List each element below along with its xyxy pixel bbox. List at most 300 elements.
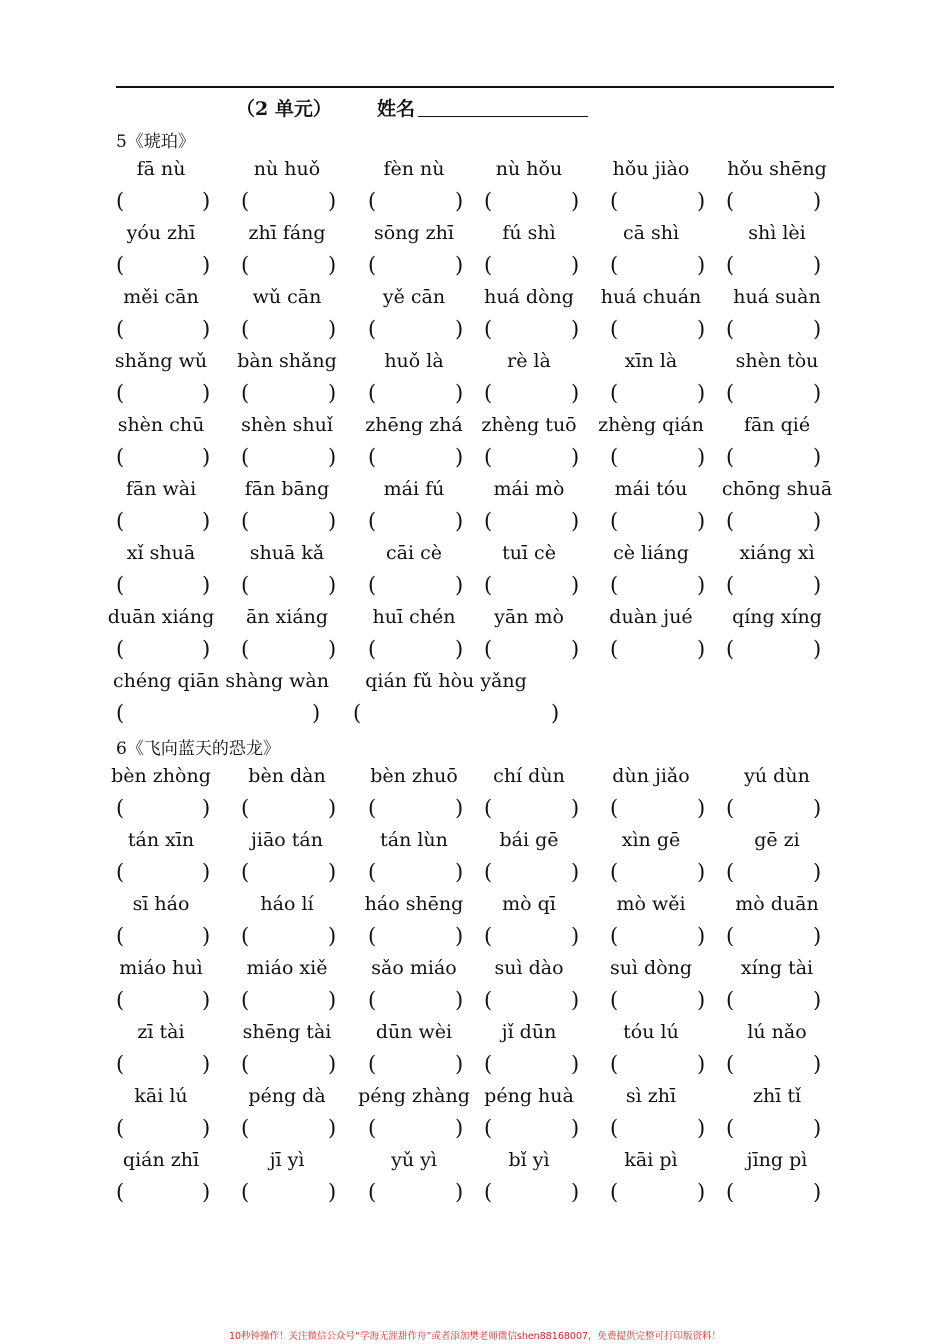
answer-open-bracket: ( bbox=[610, 1052, 619, 1076]
pinyin-word: chéng qiān shàng wàn bbox=[113, 670, 329, 692]
pinyin-word: fān wài bbox=[125, 478, 197, 500]
answer-open-bracket: ( bbox=[241, 637, 250, 661]
answer-open-bracket: ( bbox=[368, 189, 377, 213]
lesson-title: 6《飞向蓝天的恐龙》 bbox=[116, 739, 280, 759]
answer-close-bracket: ) bbox=[697, 637, 706, 661]
answer-close-bracket: ) bbox=[312, 701, 321, 725]
pinyin-word: duàn jué bbox=[609, 606, 693, 628]
pinyin-word: jǐ dūn bbox=[501, 1021, 557, 1043]
pinyin-word: xìn gē bbox=[621, 829, 681, 851]
pinyin-row bbox=[0, 158, 950, 186]
pinyin-word: gē zi bbox=[754, 829, 800, 851]
pinyin-word: zhī fáng bbox=[248, 222, 326, 244]
pinyin-word: zhī tǐ bbox=[752, 1085, 802, 1107]
pinyin-row bbox=[0, 893, 950, 921]
answer-close-bracket: ) bbox=[202, 924, 211, 948]
answer-open-bracket: ( bbox=[610, 988, 619, 1012]
answer-close-bracket: ) bbox=[697, 573, 706, 597]
answer-close-bracket: ) bbox=[571, 381, 580, 405]
pinyin-row bbox=[0, 829, 950, 857]
answer-open-bracket: ( bbox=[241, 509, 250, 533]
answer-open-bracket: ( bbox=[484, 796, 493, 820]
pinyin-word: yóu zhī bbox=[126, 222, 196, 244]
answer-open-bracket: ( bbox=[484, 988, 493, 1012]
pinyin-word: dùn jiǎo bbox=[612, 765, 690, 787]
answer-row bbox=[0, 796, 950, 824]
answer-row bbox=[0, 1116, 950, 1144]
pinyin-word: huǒ là bbox=[384, 350, 444, 372]
answer-close-bracket: ) bbox=[813, 796, 822, 820]
pinyin-word: shèn chū bbox=[117, 414, 205, 436]
worksheet-header bbox=[0, 94, 950, 122]
pinyin-word: cāi cè bbox=[386, 542, 442, 564]
pinyin-word: zhèng qián bbox=[598, 414, 704, 436]
answer-close-bracket: ) bbox=[571, 1052, 580, 1076]
pinyin-word: shì lèi bbox=[748, 222, 806, 244]
answer-close-bracket: ) bbox=[455, 796, 464, 820]
answer-close-bracket: ) bbox=[455, 509, 464, 533]
pinyin-word: tán lùn bbox=[380, 829, 448, 851]
answer-close-bracket: ) bbox=[328, 1180, 337, 1204]
pinyin-row bbox=[0, 286, 950, 314]
pinyin-word: bàn shǎng bbox=[237, 350, 337, 372]
pinyin-word: xíng tài bbox=[740, 957, 814, 979]
pinyin-word: kāi pì bbox=[624, 1149, 678, 1171]
answer-close-bracket: ) bbox=[571, 1116, 580, 1140]
pinyin-word: chōng shuā bbox=[721, 478, 833, 500]
answer-close-bracket: ) bbox=[571, 317, 580, 341]
pinyin-word: mò duān bbox=[735, 893, 819, 915]
pinyin-word: sōng zhī bbox=[374, 222, 454, 244]
pinyin-word: suì dào bbox=[494, 957, 564, 979]
pinyin-word: tán xīn bbox=[127, 829, 195, 851]
pinyin-word: miáo huì bbox=[119, 957, 203, 979]
answer-open-bracket: ( bbox=[484, 445, 493, 469]
answer-open-bracket: ( bbox=[116, 860, 125, 884]
answer-open-bracket: ( bbox=[484, 924, 493, 948]
pinyin-row bbox=[0, 765, 950, 793]
answer-open-bracket: ( bbox=[368, 1116, 377, 1140]
answer-close-bracket: ) bbox=[697, 860, 706, 884]
pinyin-row bbox=[0, 606, 950, 634]
answer-close-bracket: ) bbox=[571, 509, 580, 533]
answer-close-bracket: ) bbox=[571, 253, 580, 277]
answer-close-bracket: ) bbox=[813, 988, 822, 1012]
answer-open-bracket: ( bbox=[610, 381, 619, 405]
answer-open-bracket: ( bbox=[368, 860, 377, 884]
pinyin-word: chí dùn bbox=[493, 765, 565, 787]
answer-row bbox=[0, 253, 950, 281]
pinyin-row bbox=[0, 222, 950, 250]
answer-row bbox=[0, 573, 950, 601]
pinyin-word: bèn dàn bbox=[248, 765, 326, 787]
answer-row bbox=[0, 860, 950, 888]
pinyin-word: bèn zhuō bbox=[370, 765, 458, 787]
answer-open-bracket: ( bbox=[484, 381, 493, 405]
pinyin-word: qíng xíng bbox=[732, 606, 822, 628]
answer-close-bracket: ) bbox=[202, 1180, 211, 1204]
pinyin-word: huá dòng bbox=[484, 286, 574, 308]
answer-close-bracket: ) bbox=[697, 924, 706, 948]
answer-open-bracket: ( bbox=[726, 1052, 735, 1076]
answer-open-bracket: ( bbox=[116, 573, 125, 597]
answer-row bbox=[0, 509, 950, 537]
answer-close-bracket: ) bbox=[697, 1180, 706, 1204]
answer-close-bracket: ) bbox=[202, 860, 211, 884]
pinyin-word: lú nǎo bbox=[747, 1021, 807, 1043]
answer-close-bracket: ) bbox=[813, 924, 822, 948]
answer-open-bracket: ( bbox=[353, 701, 362, 725]
answer-close-bracket: ) bbox=[571, 796, 580, 820]
pinyin-word: nù hǒu bbox=[495, 158, 563, 180]
answer-close-bracket: ) bbox=[328, 637, 337, 661]
answer-close-bracket: ) bbox=[813, 573, 822, 597]
answer-close-bracket: ) bbox=[697, 445, 706, 469]
answer-close-bracket: ) bbox=[571, 637, 580, 661]
pinyin-word: háo shēng bbox=[364, 893, 464, 915]
answer-open-bracket: ( bbox=[726, 509, 735, 533]
answer-close-bracket: ) bbox=[813, 445, 822, 469]
pinyin-row bbox=[0, 350, 950, 378]
answer-open-bracket: ( bbox=[116, 445, 125, 469]
answer-open-bracket: ( bbox=[610, 1116, 619, 1140]
answer-open-bracket: ( bbox=[241, 988, 250, 1012]
answer-open-bracket: ( bbox=[241, 796, 250, 820]
answer-open-bracket: ( bbox=[368, 317, 377, 341]
answer-close-bracket: ) bbox=[455, 317, 464, 341]
pinyin-row bbox=[0, 1149, 950, 1177]
answer-open-bracket: ( bbox=[368, 637, 377, 661]
pinyin-word: miáo xiě bbox=[246, 957, 328, 979]
answer-open-bracket: ( bbox=[241, 860, 250, 884]
answer-open-bracket: ( bbox=[610, 509, 619, 533]
answer-close-bracket: ) bbox=[697, 509, 706, 533]
answer-open-bracket: ( bbox=[484, 509, 493, 533]
answer-open-bracket: ( bbox=[116, 1180, 125, 1204]
answer-close-bracket: ) bbox=[202, 796, 211, 820]
pinyin-row bbox=[0, 414, 950, 442]
answer-close-bracket: ) bbox=[455, 445, 464, 469]
pinyin-word: jī yì bbox=[269, 1149, 305, 1171]
pinyin-word: měi cān bbox=[123, 286, 199, 308]
answer-open-bracket: ( bbox=[610, 860, 619, 884]
answer-open-bracket: ( bbox=[726, 189, 735, 213]
answer-open-bracket: ( bbox=[610, 445, 619, 469]
pinyin-word: huá chuán bbox=[600, 286, 702, 308]
answer-open-bracket: ( bbox=[368, 988, 377, 1012]
pinyin-word: dūn wèi bbox=[375, 1021, 453, 1043]
pinyin-word: huī chén bbox=[372, 606, 456, 628]
answer-close-bracket: ) bbox=[328, 509, 337, 533]
answer-close-bracket: ) bbox=[328, 445, 337, 469]
pinyin-word: fú shì bbox=[502, 222, 556, 244]
answer-open-bracket: ( bbox=[484, 1180, 493, 1204]
answer-open-bracket: ( bbox=[726, 317, 735, 341]
pinyin-word: tuī cè bbox=[502, 542, 556, 564]
answer-close-bracket: ) bbox=[697, 1052, 706, 1076]
answer-open-bracket: ( bbox=[484, 189, 493, 213]
footer-note: 10秒钟操作！关注微信公众号“学海无涯甜作舟”或者添加樊老师微信shen88168007，免费提供完整可打印版资料！ bbox=[228, 1331, 722, 1342]
answer-close-bracket: ) bbox=[202, 253, 211, 277]
answer-open-bracket: ( bbox=[116, 509, 125, 533]
answer-open-bracket: ( bbox=[368, 445, 377, 469]
answer-row bbox=[0, 924, 950, 952]
pinyin-word: huá suàn bbox=[733, 286, 821, 308]
answer-close-bracket: ) bbox=[697, 317, 706, 341]
answer-close-bracket: ) bbox=[571, 189, 580, 213]
answer-close-bracket: ) bbox=[328, 381, 337, 405]
pinyin-word: sì zhī bbox=[625, 1085, 677, 1107]
pinyin-word: qián zhī bbox=[122, 1149, 200, 1171]
answer-close-bracket: ) bbox=[202, 988, 211, 1012]
answer-close-bracket: ) bbox=[571, 445, 580, 469]
answer-open-bracket: ( bbox=[241, 1116, 250, 1140]
answer-open-bracket: ( bbox=[726, 988, 735, 1012]
pinyin-row bbox=[0, 1021, 950, 1049]
answer-open-bracket: ( bbox=[484, 1052, 493, 1076]
answer-close-bracket: ) bbox=[455, 637, 464, 661]
answer-close-bracket: ) bbox=[455, 988, 464, 1012]
answer-close-bracket: ) bbox=[551, 701, 560, 725]
answer-open-bracket: ( bbox=[484, 1116, 493, 1140]
answer-close-bracket: ) bbox=[571, 1180, 580, 1204]
answer-close-bracket: ) bbox=[455, 860, 464, 884]
pinyin-word: fèn nù bbox=[383, 158, 445, 180]
pinyin-word: fān bāng bbox=[244, 478, 330, 500]
answer-open-bracket: ( bbox=[726, 1180, 735, 1204]
pinyin-word: mái tóu bbox=[614, 478, 688, 500]
answer-row bbox=[0, 701, 950, 729]
pinyin-word: sī háo bbox=[132, 893, 190, 915]
pinyin-word: hǒu jiào bbox=[612, 158, 690, 180]
pinyin-word: bèn zhòng bbox=[111, 765, 211, 787]
pinyin-word: zhēng zhá bbox=[365, 414, 463, 436]
answer-close-bracket: ) bbox=[697, 253, 706, 277]
answer-close-bracket: ) bbox=[455, 573, 464, 597]
answer-close-bracket: ) bbox=[455, 924, 464, 948]
pinyin-word: hǒu shēng bbox=[727, 158, 827, 180]
name-blank-line[interactable] bbox=[418, 116, 588, 117]
top-rule bbox=[116, 86, 834, 88]
answer-open-bracket: ( bbox=[241, 1052, 250, 1076]
answer-close-bracket: ) bbox=[455, 1052, 464, 1076]
pinyin-word: xīn là bbox=[624, 350, 678, 372]
answer-open-bracket: ( bbox=[241, 445, 250, 469]
answer-close-bracket: ) bbox=[813, 189, 822, 213]
answer-close-bracket: ) bbox=[813, 381, 822, 405]
pinyin-word: xǐ shuā bbox=[126, 542, 196, 564]
answer-close-bracket: ) bbox=[328, 253, 337, 277]
answer-row bbox=[0, 317, 950, 345]
answer-open-bracket: ( bbox=[368, 1052, 377, 1076]
answer-close-bracket: ) bbox=[697, 189, 706, 213]
answer-close-bracket: ) bbox=[202, 317, 211, 341]
pinyin-word: fā nù bbox=[136, 158, 186, 180]
answer-open-bracket: ( bbox=[116, 381, 125, 405]
answer-open-bracket: ( bbox=[726, 381, 735, 405]
answer-open-bracket: ( bbox=[726, 796, 735, 820]
answer-open-bracket: ( bbox=[610, 253, 619, 277]
answer-close-bracket: ) bbox=[813, 860, 822, 884]
pinyin-word: háo lí bbox=[260, 893, 314, 915]
pinyin-word: mái mò bbox=[493, 478, 565, 500]
answer-close-bracket: ) bbox=[202, 509, 211, 533]
answer-open-bracket: ( bbox=[726, 637, 735, 661]
answer-close-bracket: ) bbox=[328, 860, 337, 884]
answer-close-bracket: ) bbox=[455, 381, 464, 405]
answer-close-bracket: ) bbox=[571, 988, 580, 1012]
pinyin-word: kāi lú bbox=[134, 1085, 188, 1107]
answer-close-bracket: ) bbox=[813, 1116, 822, 1140]
answer-close-bracket: ) bbox=[328, 1116, 337, 1140]
answer-open-bracket: ( bbox=[116, 796, 125, 820]
answer-close-bracket: ) bbox=[813, 1052, 822, 1076]
answer-close-bracket: ) bbox=[697, 1116, 706, 1140]
answer-open-bracket: ( bbox=[241, 1180, 250, 1204]
pinyin-word: shèn shuǐ bbox=[241, 414, 333, 436]
answer-open-bracket: ( bbox=[610, 189, 619, 213]
answer-open-bracket: ( bbox=[610, 1180, 619, 1204]
answer-close-bracket: ) bbox=[202, 637, 211, 661]
answer-open-bracket: ( bbox=[241, 924, 250, 948]
pinyin-word: mái fú bbox=[383, 478, 445, 500]
answer-close-bracket: ) bbox=[455, 1180, 464, 1204]
pinyin-word: yān mò bbox=[494, 606, 564, 628]
answer-close-bracket: ) bbox=[697, 796, 706, 820]
answer-close-bracket: ) bbox=[813, 637, 822, 661]
answer-open-bracket: ( bbox=[484, 573, 493, 597]
pinyin-word: cā shì bbox=[622, 222, 680, 244]
answer-close-bracket: ) bbox=[328, 189, 337, 213]
answer-row bbox=[0, 1180, 950, 1208]
answer-close-bracket: ) bbox=[571, 573, 580, 597]
name-label: 姓名 bbox=[377, 98, 416, 120]
pinyin-word: cè liáng bbox=[613, 542, 689, 564]
answer-open-bracket: ( bbox=[726, 860, 735, 884]
pinyin-word: zhèng tuō bbox=[481, 414, 577, 436]
answer-row bbox=[0, 381, 950, 409]
answer-open-bracket: ( bbox=[610, 573, 619, 597]
answer-open-bracket: ( bbox=[726, 1116, 735, 1140]
answer-open-bracket: ( bbox=[368, 924, 377, 948]
answer-open-bracket: ( bbox=[726, 445, 735, 469]
pinyin-word: shēng tài bbox=[242, 1021, 332, 1043]
answer-row bbox=[0, 637, 950, 665]
answer-close-bracket: ) bbox=[202, 381, 211, 405]
answer-close-bracket: ) bbox=[813, 253, 822, 277]
pinyin-word: tóu lú bbox=[623, 1021, 679, 1043]
answer-close-bracket: ) bbox=[455, 253, 464, 277]
pinyin-word: yǔ yì bbox=[391, 1149, 437, 1171]
pinyin-word: bái gē bbox=[499, 829, 559, 851]
pinyin-word: duān xiáng bbox=[107, 606, 215, 628]
answer-open-bracket: ( bbox=[368, 381, 377, 405]
answer-row bbox=[0, 189, 950, 217]
answer-open-bracket: ( bbox=[116, 189, 125, 213]
answer-open-bracket: ( bbox=[116, 317, 125, 341]
answer-close-bracket: ) bbox=[328, 796, 337, 820]
answer-close-bracket: ) bbox=[202, 1052, 211, 1076]
answer-open-bracket: ( bbox=[726, 253, 735, 277]
answer-open-bracket: ( bbox=[368, 509, 377, 533]
answer-close-bracket: ) bbox=[202, 445, 211, 469]
answer-close-bracket: ) bbox=[328, 1052, 337, 1076]
answer-close-bracket: ) bbox=[571, 860, 580, 884]
pinyin-word: péng zhàng bbox=[358, 1085, 470, 1107]
answer-close-bracket: ) bbox=[813, 317, 822, 341]
pinyin-word: jīng pì bbox=[746, 1149, 808, 1171]
answer-row bbox=[0, 445, 950, 473]
unit-label: （2 单元） bbox=[236, 98, 332, 120]
answer-open-bracket: ( bbox=[368, 796, 377, 820]
pinyin-word: péng huà bbox=[484, 1085, 574, 1107]
answer-row bbox=[0, 1052, 950, 1080]
pinyin-word: sǎo miáo bbox=[371, 957, 457, 979]
pinyin-word: fān qié bbox=[743, 414, 811, 436]
answer-open-bracket: ( bbox=[116, 701, 125, 725]
pinyin-word: shuā kǎ bbox=[249, 542, 325, 564]
answer-open-bracket: ( bbox=[241, 189, 250, 213]
answer-open-bracket: ( bbox=[610, 317, 619, 341]
pinyin-word: suì dòng bbox=[609, 957, 693, 979]
lesson-title: 5《琥珀》 bbox=[116, 132, 195, 152]
pinyin-word: rè là bbox=[507, 350, 551, 372]
pinyin-word: jiāo tán bbox=[251, 829, 323, 851]
answer-close-bracket: ) bbox=[328, 317, 337, 341]
pinyin-row bbox=[0, 957, 950, 985]
pinyin-word: shèn tòu bbox=[735, 350, 819, 372]
answer-close-bracket: ) bbox=[328, 924, 337, 948]
answer-close-bracket: ) bbox=[813, 1180, 822, 1204]
pinyin-word: bǐ yì bbox=[508, 1149, 550, 1171]
pinyin-word: nù huǒ bbox=[253, 158, 321, 180]
answer-open-bracket: ( bbox=[241, 573, 250, 597]
answer-close-bracket: ) bbox=[455, 1116, 464, 1140]
answer-open-bracket: ( bbox=[484, 637, 493, 661]
pinyin-word: qián fǔ hòu yǎng bbox=[365, 670, 527, 692]
pinyin-row bbox=[0, 1085, 950, 1113]
answer-open-bracket: ( bbox=[610, 796, 619, 820]
pinyin-row bbox=[0, 542, 950, 570]
answer-open-bracket: ( bbox=[116, 1116, 125, 1140]
answer-open-bracket: ( bbox=[484, 860, 493, 884]
answer-open-bracket: ( bbox=[116, 924, 125, 948]
pinyin-word: wǔ cān bbox=[252, 286, 322, 308]
pinyin-word: shǎng wǔ bbox=[114, 350, 208, 372]
answer-close-bracket: ) bbox=[455, 189, 464, 213]
pinyin-word: xiáng xì bbox=[739, 542, 815, 564]
answer-open-bracket: ( bbox=[241, 381, 250, 405]
answer-open-bracket: ( bbox=[610, 924, 619, 948]
answer-open-bracket: ( bbox=[368, 573, 377, 597]
pinyin-word: péng dà bbox=[248, 1085, 326, 1107]
pinyin-row bbox=[0, 670, 950, 698]
answer-close-bracket: ) bbox=[202, 573, 211, 597]
answer-close-bracket: ) bbox=[328, 573, 337, 597]
pinyin-word: yě cān bbox=[382, 286, 446, 308]
answer-close-bracket: ) bbox=[697, 988, 706, 1012]
answer-close-bracket: ) bbox=[328, 988, 337, 1012]
answer-open-bracket: ( bbox=[484, 253, 493, 277]
answer-open-bracket: ( bbox=[116, 988, 125, 1012]
answer-open-bracket: ( bbox=[116, 253, 125, 277]
answer-close-bracket: ) bbox=[202, 189, 211, 213]
pinyin-word: mò wěi bbox=[616, 893, 686, 915]
answer-open-bracket: ( bbox=[610, 637, 619, 661]
answer-open-bracket: ( bbox=[726, 924, 735, 948]
answer-open-bracket: ( bbox=[368, 1180, 377, 1204]
answer-close-bracket: ) bbox=[697, 381, 706, 405]
